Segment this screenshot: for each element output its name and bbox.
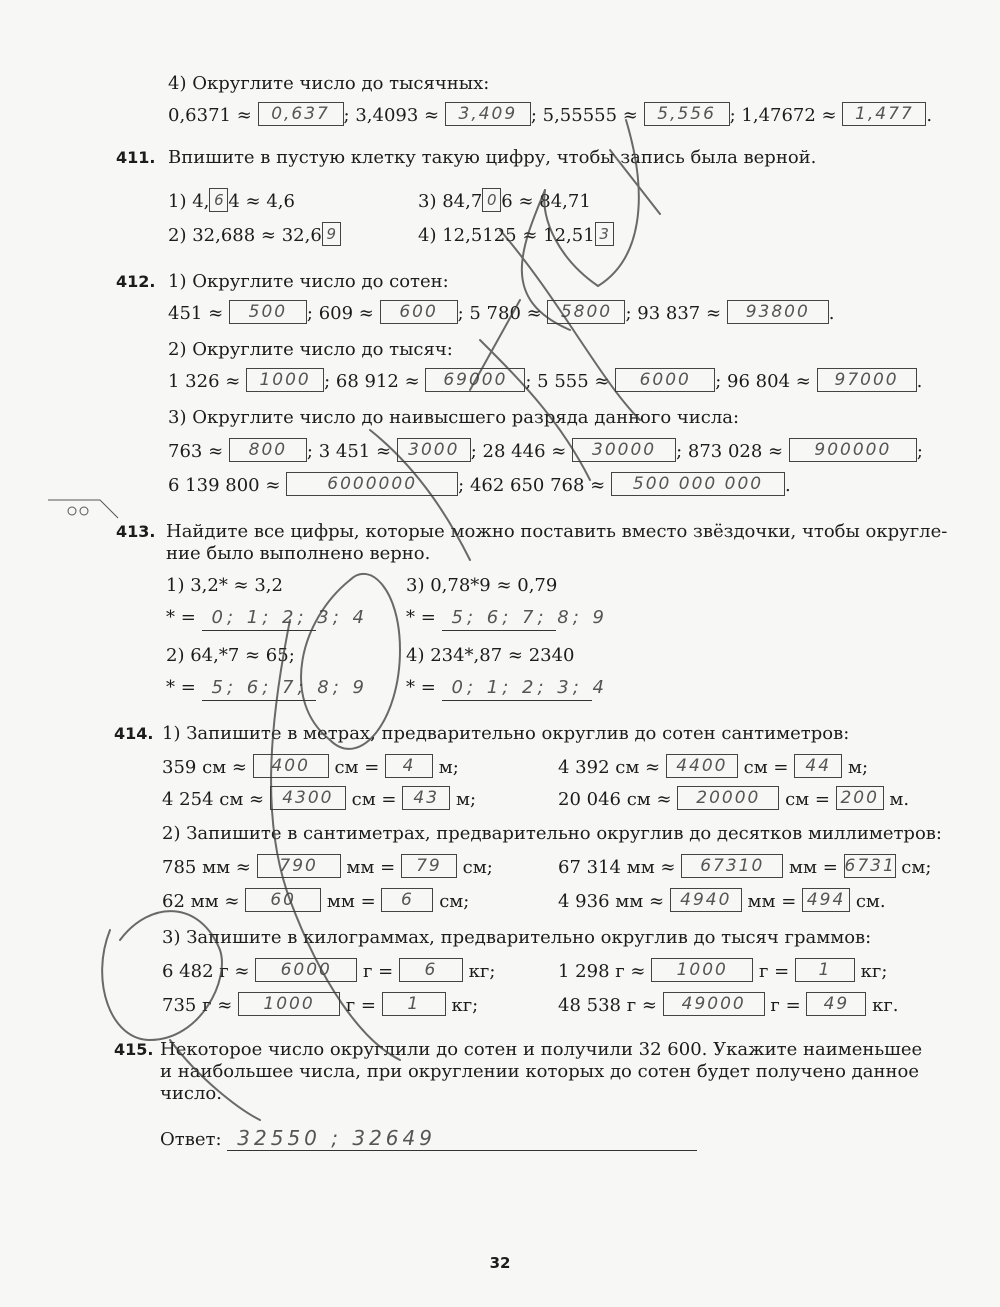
expr: ; 68 912 ≈ [324,371,420,392]
answer-box[interactable]: 97000 [817,368,917,392]
expr: 1 298 г ≈ [558,961,646,982]
unit: см = [743,757,789,778]
task-412-h2: 2) Округлите число до тысяч: [168,339,453,360]
task-415-text-3: число. [160,1083,222,1104]
expr: 48 538 г ≈ [558,995,657,1016]
unit: г = [758,961,790,982]
expr: 62 мм ≈ [162,891,240,912]
answer-box[interactable]: 790 [257,854,341,878]
answer-box[interactable]: 1000 [651,958,753,982]
task-413-text-1: Найдите все цифры, которые можно поставить вместо звёздочки, чтобы округле- [166,521,948,542]
unit: м; [455,789,477,810]
task-414-row [162,960,495,984]
part4-row [168,104,932,128]
task-414-row [558,960,887,984]
star-label: * = [166,677,196,698]
unit: см; [462,857,493,878]
answer-box[interactable]: 67310 [681,854,783,878]
task-413-answer-3 [406,606,608,631]
expr: ; 5 555 ≈ [525,371,610,392]
answer-box[interactable]: 4940 [670,888,742,912]
digit-box[interactable]: 3 [595,222,614,246]
expr: 4 ≈ 4,6 [228,191,295,212]
answer-label: Ответ: [160,1129,222,1150]
answer-box[interactable]: 400 [253,754,329,778]
expr: ; 5,55555 ≈ [530,105,638,126]
expr: 359 см ≈ [162,757,247,778]
task-412-row3 [168,440,923,464]
part4-heading: 4) Округлите число до тысячных: [168,73,490,94]
task-412-h3: 3) Округлите число до наивысшего разряда данного числа: [168,407,740,428]
task-number-413: 413. [116,522,156,541]
digit-box[interactable]: 9 [322,222,341,246]
answer-box[interactable]: 43 [402,786,450,810]
answer-line[interactable]: 0; 1; 2; 3; 4 [202,606,316,631]
task-414-row [558,856,931,880]
task-414-row [162,756,459,780]
answer-box[interactable]: 49000 [663,992,765,1016]
unit: мм = [788,857,838,878]
answer-box[interactable]: 1000 [246,368,324,392]
expr: 1) 4, [168,191,210,212]
answer-box[interactable]: 1,477 [842,102,926,126]
task-415-answer [160,1126,697,1152]
answer-box[interactable]: 1000 [238,992,340,1016]
answer-box[interactable]: 4400 [666,754,738,778]
period: . [916,371,923,392]
answer-box[interactable]: 49 [806,992,866,1016]
answer-box[interactable]: 6 [399,958,463,982]
task-number-412: 412. [116,272,156,291]
answer-line[interactable]: 32550 ; 32649 [227,1126,697,1151]
answer-box[interactable]: 93800 [727,300,829,324]
answer-box[interactable]: 4300 [270,786,346,810]
unit: кг; [860,961,888,982]
task-413-answer-2 [166,676,368,701]
task-411-item-1 [168,190,295,214]
unit: см; [439,891,470,912]
task-414-row [162,788,476,812]
answer-line[interactable]: 5; 6; 7; 8; 9 [442,606,556,631]
unit: см = [785,789,830,810]
task-413-item-1: 1) 3,2* ≈ 3,2 [166,575,283,596]
unit: кг; [468,961,496,982]
period: . [828,303,835,324]
task-number-411: 411. [116,148,156,167]
task-413-answer-1 [166,606,368,631]
expr: ; 5 780 ≈ [457,303,542,324]
unit: см = [351,789,397,810]
task-414-row [558,890,886,914]
answer-box[interactable]: 1 [795,958,855,982]
task-415-text-1: Некоторое число округлили до сотен и получили 32 600. Укажите наименьшее [160,1039,923,1060]
answer-box[interactable]: 3,409 [445,102,531,126]
semicolon: ; [916,441,923,462]
answer-box[interactable]: 6000 [255,958,357,982]
unit: г = [770,995,801,1016]
expr: ; 609 ≈ [306,303,374,324]
unit: г = [362,961,394,982]
answer-box[interactable]: 6 [381,888,433,912]
digit-box[interactable]: 6 [209,188,228,212]
task-412-row2 [168,370,922,394]
expr: 4) 12,5125 ≈ 12,51 [418,225,595,246]
expr: 4 936 мм ≈ [558,891,665,912]
task-411-item-4 [418,224,614,248]
answer-box[interactable]: 30000 [572,438,676,462]
answer-box[interactable]: 60 [245,888,321,912]
expr: 3) 84,7 [418,191,483,212]
unit: г = [345,995,377,1016]
answer-box[interactable]: 200 [836,786,884,810]
answer-box[interactable]: 500 [229,300,307,324]
expr: ; 3,4093 ≈ [343,105,440,126]
task-413-text-2: ние было выполнено верно. [166,543,431,564]
expr: 6 139 800 ≈ [168,475,281,496]
answer-box[interactable]: 6731 [844,856,896,876]
answer-box[interactable]: 500 000 000 [611,472,785,496]
answer-line[interactable]: 5; 6; 7; 8; 9 [202,676,316,701]
task-411-item-3 [418,190,591,214]
answer-line[interactable]: 0; 1; 2; 3; 4 [442,676,592,701]
answer-box[interactable]: 5,556 [644,102,730,126]
answer-box[interactable]: 6000000 [286,472,458,496]
task-411-item-2 [168,224,341,248]
task-413-answer-4 [406,676,608,701]
task-415-text-2: и наибольшее числа, при округлении которых до сотен будет получено данное [160,1061,919,1082]
task-number-414: 414. [114,724,154,743]
unit: м. [889,789,910,810]
task-number-415: 415. [114,1040,154,1059]
task-414-h3: 3) Запишите в килограммах, предварительно округлив до тысяч граммов: [162,927,872,948]
expr: 67 314 мм ≈ [558,857,676,878]
expr: 735 г ≈ [162,995,233,1016]
expr: 20 046 см ≈ [558,789,672,810]
answer-box[interactable]: 494 [802,888,850,912]
digit-box[interactable]: 0 [482,188,501,212]
period: . [785,475,791,496]
star-label: * = [406,607,436,628]
task-414-row [162,890,469,914]
unit: м; [847,757,869,778]
expr: ; 3 451 ≈ [306,441,392,462]
task-414-h1: 1) Запишите в метрах, предварительно округлив до сотен сантиметров: [162,723,850,744]
answer-box[interactable]: 900000 [789,438,917,462]
expr: ; 96 804 ≈ [715,371,811,392]
task-412-row1 [168,302,835,326]
task-414-row [558,788,909,812]
unit: мм = [326,891,376,912]
answer-box[interactable]: 600 [380,300,458,324]
star-label: * = [166,607,196,628]
task-414-row [558,994,899,1018]
task-413-item-2: 2) 64,*7 ≈ 65; [166,645,295,666]
expr: 4 254 см ≈ [162,789,265,810]
expr: ; 873 028 ≈ [676,441,784,462]
unit: кг. [872,995,899,1016]
expr: ; 462 650 768 ≈ [458,475,606,496]
answer-box[interactable]: 44 [794,754,842,778]
unit: мм = [346,857,396,878]
unit: см; [901,857,932,878]
task-411-text: Впишите в пустую клетку такую цифру, чтобы запись была верной. [168,147,817,168]
task-414-row [162,994,478,1018]
expr: ; 93 837 ≈ [625,303,722,324]
answer-box[interactable]: 0,637 [258,102,344,126]
unit: м; [438,757,459,778]
answer-box[interactable]: 6000 [615,368,715,392]
expr: 4 392 см ≈ [558,757,661,778]
task-414-h2: 2) Запишите в сантиметрах, предварительно округлив до десятков миллиметров: [162,823,942,844]
unit: мм = [747,891,797,912]
task-412-h1: 1) Округлите число до сотен: [168,271,449,292]
task-413-item-3: 3) 0,78*9 ≈ 0,79 [406,575,558,596]
expr: 763 ≈ [168,441,224,462]
answer-box[interactable]: 79 [401,854,457,878]
expr: 785 мм ≈ [162,857,251,878]
page-number: 32 [489,1254,511,1272]
answer-box[interactable]: 69000 [425,368,525,392]
unit: кг; [451,995,479,1016]
answer-box[interactable]: 20000 [677,786,779,810]
star-label: * = [406,677,436,698]
expr: 6 482 г ≈ [162,961,250,982]
difficulty-marker-icon [48,494,138,522]
answer-box[interactable]: 1 [382,992,446,1016]
expr: ; 28 446 ≈ [470,441,567,462]
expr: 451 ≈ [168,303,224,324]
unit: см = [334,757,380,778]
expr: ; 1,47672 ≈ [729,105,837,126]
expr: 2) 32,688 ≈ 32,6 [168,225,322,246]
period: . [926,105,933,126]
expr: 1 326 ≈ [168,371,241,392]
task-414-row [162,856,493,880]
answer-box[interactable]: 4 [385,754,433,778]
task-413-item-4: 4) 234*,87 ≈ 2340 [406,645,575,666]
task-412-row4 [168,474,791,498]
answer-box[interactable]: 5800 [547,300,625,324]
expr: 6 ≈ 84,71 [501,191,591,212]
expr: 0,6371 ≈ [168,105,252,126]
answer-box[interactable]: 3000 [397,438,471,462]
answer-box[interactable]: 800 [229,438,307,462]
task-414-row [558,756,868,780]
unit: см. [855,891,886,912]
